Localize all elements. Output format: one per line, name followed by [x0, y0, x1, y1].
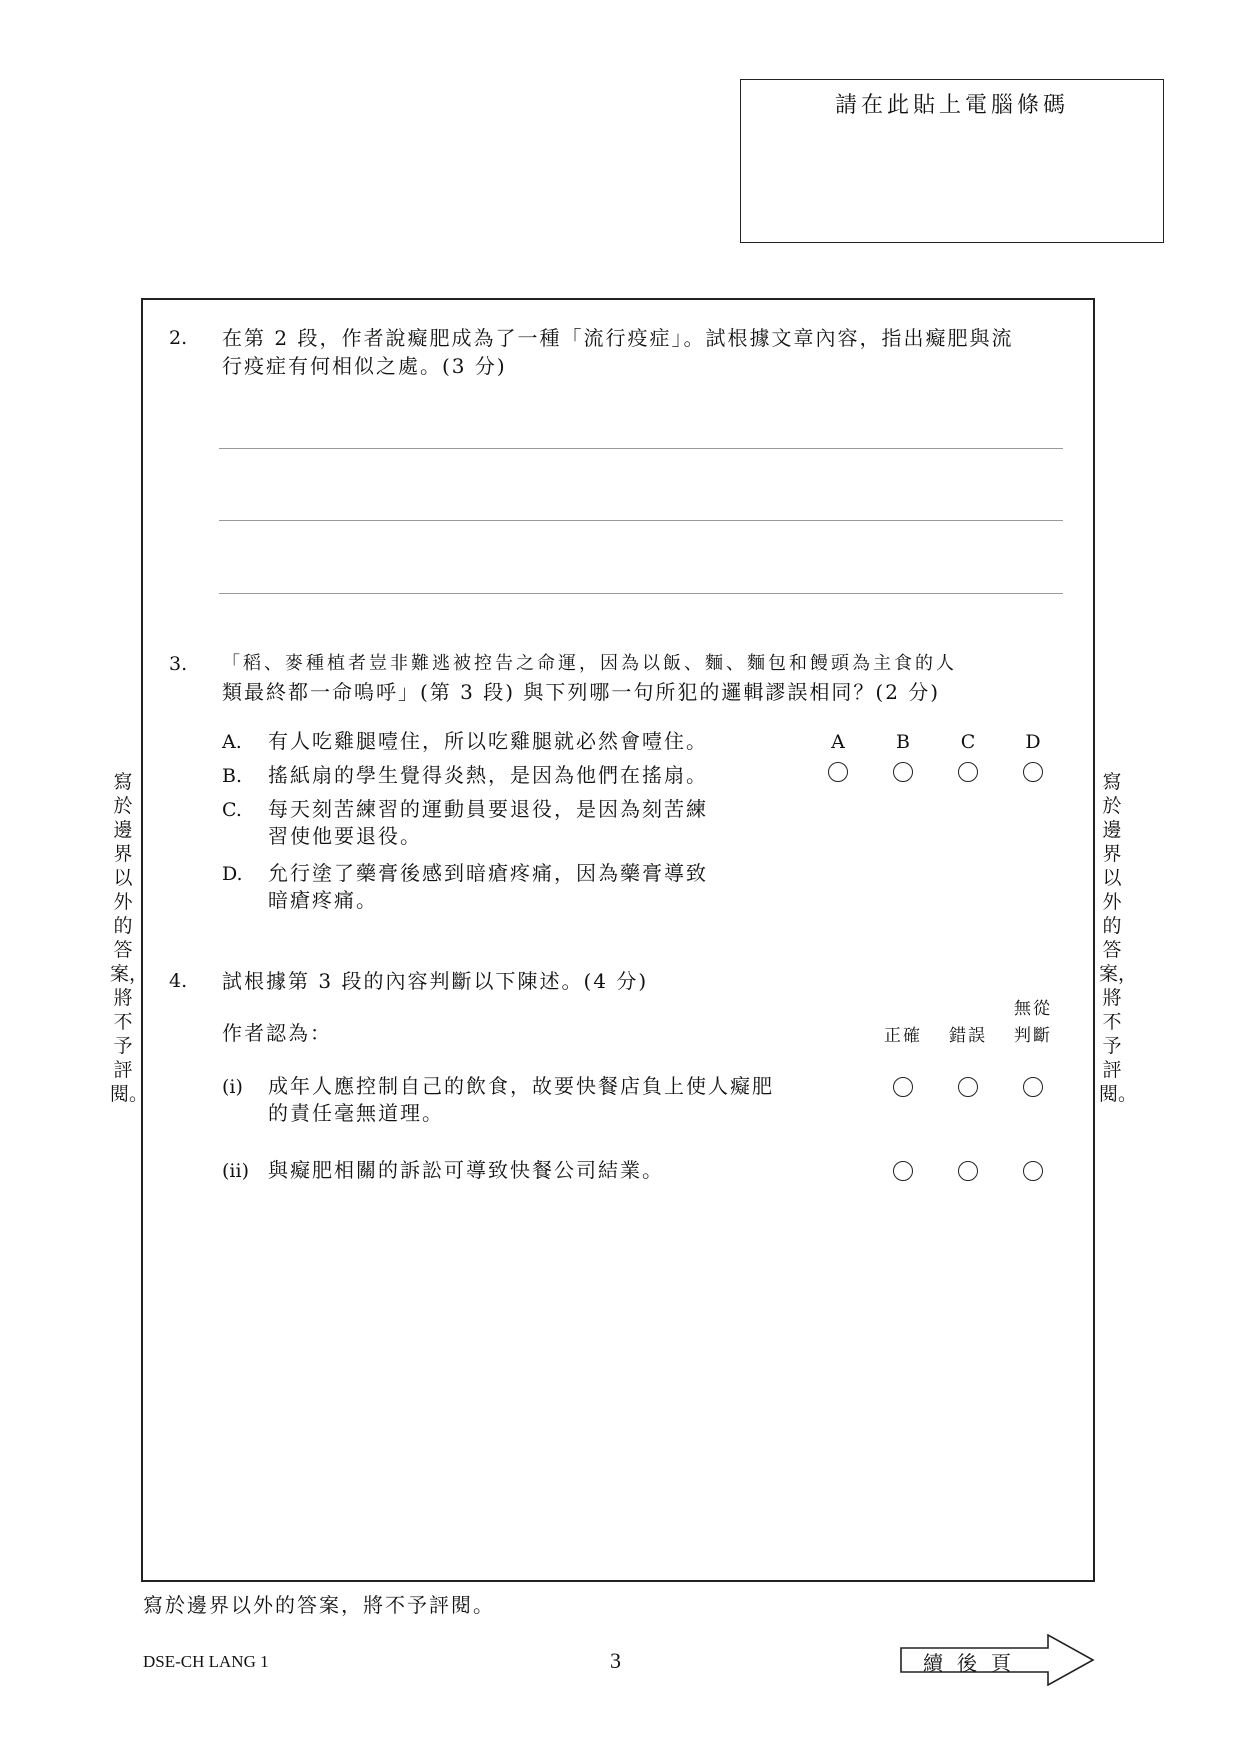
q4-i-bubble-true[interactable] — [893, 1077, 913, 1097]
q4-col-true: 正確 — [884, 1026, 922, 1046]
q3-option-c-letter: C. — [222, 799, 242, 821]
footer-warning: 寫於邊界以外的答案，將不予評閱。 — [143, 1593, 495, 1617]
q3-col-d: D — [1025, 731, 1041, 753]
q4-ii-bubble-unknown[interactable] — [1023, 1161, 1043, 1181]
q2-number: 2. — [169, 327, 188, 349]
margin-note-right: 寫於邊界以外的答案，將不予評閱。 — [1099, 771, 1138, 1105]
q3-col-a: A — [831, 731, 845, 753]
margin-note-left: 寫於邊界以外的答案，將不予評閱。 — [110, 771, 149, 1105]
q3-col-b: B — [896, 731, 910, 753]
continue-arrow — [900, 1634, 1096, 1686]
q4-col-false: 錯誤 — [949, 1026, 987, 1046]
q3-col-c: C — [960, 731, 976, 753]
q3-option-d-text: 允行塗了藥膏後感到暗瘡疼痛，因為藥膏導致 暗瘡疼痛。 — [268, 861, 708, 912]
q3-text — [222, 650, 1072, 706]
q3-bubble-b[interactable] — [893, 762, 913, 782]
q4-intro: 作者認為： — [222, 1021, 332, 1045]
q3-option-d-letter: D. — [222, 863, 243, 885]
q2-text — [222, 324, 1072, 380]
barcode-label: 請在此貼上電腦條碼 — [834, 93, 1069, 118]
paper-code: DSE-CH LANG 1 — [143, 1652, 269, 1671]
q3-bubble-d[interactable] — [1023, 762, 1043, 782]
q2-answer-line-1[interactable] — [219, 448, 1063, 449]
q4-text: 試根據第 3 段的內容判斷以下陳述。(4 分) — [222, 969, 649, 993]
q3-option-b-text: 搖紙扇的學生覺得炎熱，是因為他們在搖扇。 — [268, 763, 708, 787]
barcode-sticker-box — [740, 79, 1164, 243]
page-number: 3 — [610, 1648, 621, 1673]
q3-option-c-text: 每天刻苦練習的運動員要退役，是因為刻苦練 習使他要退役。 — [268, 797, 708, 848]
q3-option-a-letter: A. — [222, 731, 242, 753]
q2-line1: 在第 2 段，作者說癡肥成為了一種「流行疫症」。試根據文章內容，指出癡肥與流 — [222, 326, 1014, 350]
q2-answer-line-2[interactable] — [219, 520, 1063, 521]
q4-statement-i-label: (i) — [222, 1076, 243, 1098]
q4-ii-bubble-true[interactable] — [893, 1161, 913, 1181]
q3-number: 3. — [169, 653, 188, 675]
answer-frame — [141, 298, 1095, 1582]
q4-col-unknown-line2: 判斷 — [1014, 1026, 1052, 1046]
q4-i-bubble-false[interactable] — [958, 1077, 978, 1097]
q3-bubble-a[interactable] — [828, 762, 848, 782]
continue-label: 續後頁 — [923, 1651, 1025, 1675]
q3-line2: 類最終都一命嗚呼」(第 3 段) 與下列哪一句所犯的邏輯謬誤相同？(2 分) — [222, 680, 941, 704]
q2-line2: 行疫症有何相似之處。(3 分) — [222, 354, 507, 378]
q4-col-unknown-line1: 無從 — [1014, 999, 1052, 1019]
q3-option-a-text: 有人吃雞腿噎住，所以吃雞腿就必然會噎住。 — [268, 729, 708, 753]
q4-number: 4. — [169, 970, 188, 992]
q3-option-b-letter: B. — [222, 765, 243, 787]
q3-bubble-c[interactable] — [958, 762, 978, 782]
q4-statement-ii-label: (ii) — [222, 1160, 249, 1182]
q2-answer-line-3[interactable] — [219, 593, 1063, 594]
q3-line1: 「稻、麥種植者豈非難逃被控告之命運，因為以飯、麵、麵包和饅頭為主食的人 — [222, 653, 957, 674]
q4-ii-bubble-false[interactable] — [958, 1161, 978, 1181]
q4-statement-i-text: 成年人應控制自己的飲食，故要快餐店負上使人癡肥 的責任毫無道理。 — [268, 1074, 774, 1125]
q4-i-bubble-unknown[interactable] — [1023, 1077, 1043, 1097]
q4-statement-ii-text: 與癡肥相關的訴訟可導致快餐公司結業。 — [268, 1158, 664, 1182]
